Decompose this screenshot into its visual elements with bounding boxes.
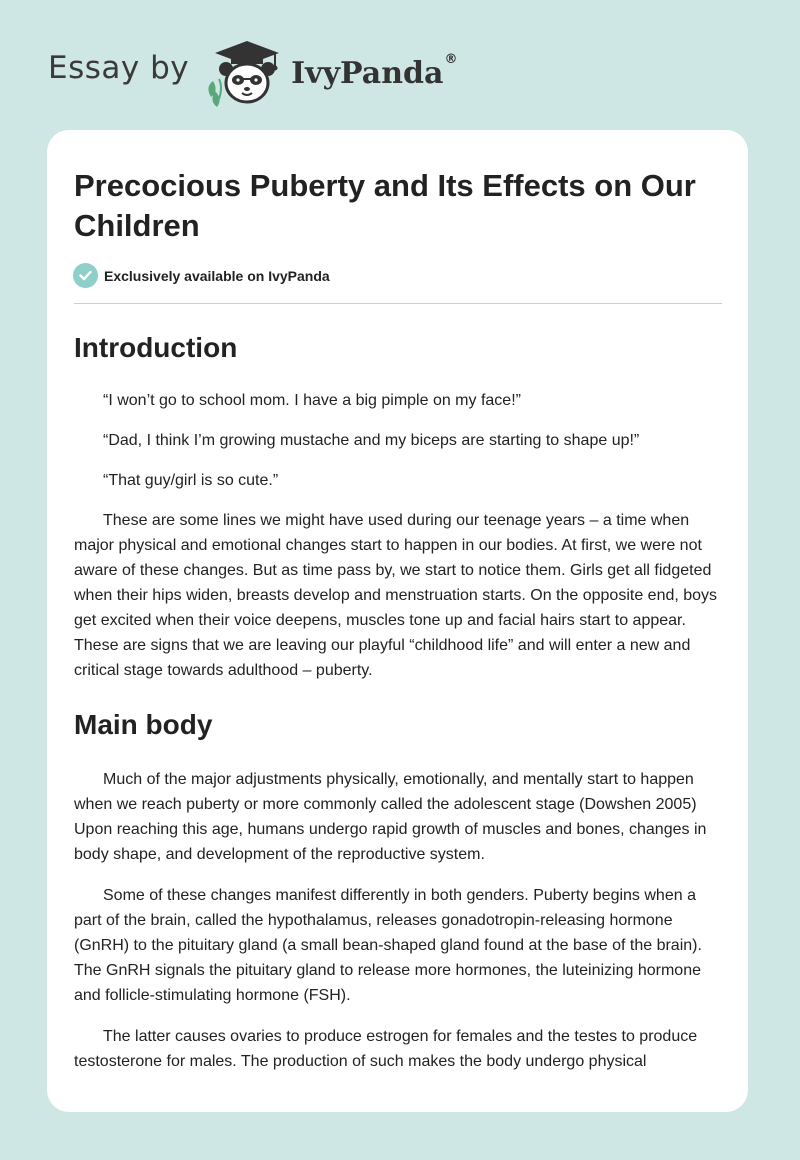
essay-body (74, 322, 724, 1074)
paragraph: Some of these changes manifest differently in both genders. Puberty begins when a part of the brain, called the hypothalamus, releases gonadotropin-releasing hormone (GnRH) to the pituitary gland (a small bean-shaped gland found at the base of the brain). The GnRH signals the pituitary gland to release more hormones, the luteinizing hormone and follicle-stimulating hormone (FSH). (74, 887, 702, 1004)
exclusive-badge (73, 263, 330, 288)
site-header (48, 36, 457, 106)
paragraph: “Dad, I think I’m growing mustache and my biceps are starting to shape up!” (103, 432, 640, 449)
section-heading-introduction: Introduction (74, 332, 238, 363)
paragraph: These are some lines we might have used during our teenage years – a time when major physical and emotional changes start to happen in our bodies. At first, we were not aware of these changes. But as time pass by, we start to notice them. Girls get all fidgeted when their hips widen, breasts develop and menstruation starts. On the opposite end, boys get excited when their voice deepens, muscles tone up and facial hairs start to appear. These are signs that we are leaving our playful “childhood life” and will enter a new and critical stage towards adulthood – puberty. (74, 512, 718, 679)
paragraph: Much of the major adjustments physically, emotionally, and mentally start to happen when we reach puberty or more commonly called the adolescent stage (Dowshen 2005) Upon reaching this age, humans undergo rapid growth of muscles and bones, changes in body shape, and development of the reproductive system. (74, 771, 707, 863)
brand-text: IvyPanda (291, 55, 444, 91)
brand-name (291, 51, 458, 91)
check-circle-icon (73, 263, 98, 288)
paragraph: “I won’t go to school mom. I have a big pimple on my face!” (103, 392, 521, 409)
essay-card (47, 130, 748, 1112)
essay-title: Precocious Puberty and Its Effects on Our Children (74, 168, 696, 243)
essay-by-label: Essay by (48, 50, 190, 86)
panda-graduate-icon (201, 35, 287, 107)
section-heading-main-body: Main body (74, 709, 213, 740)
paragraph: The latter causes ovaries to produce estrogen for females and the testes to produce testosterone for males. The production of such makes the body undergo physical (74, 1028, 698, 1070)
exclusive-label: Exclusively available on IvyPanda (104, 267, 330, 284)
paragraph: “That guy/girl is so cute.” (103, 472, 279, 489)
title-divider (74, 303, 722, 304)
registered-mark: ® (444, 51, 458, 67)
